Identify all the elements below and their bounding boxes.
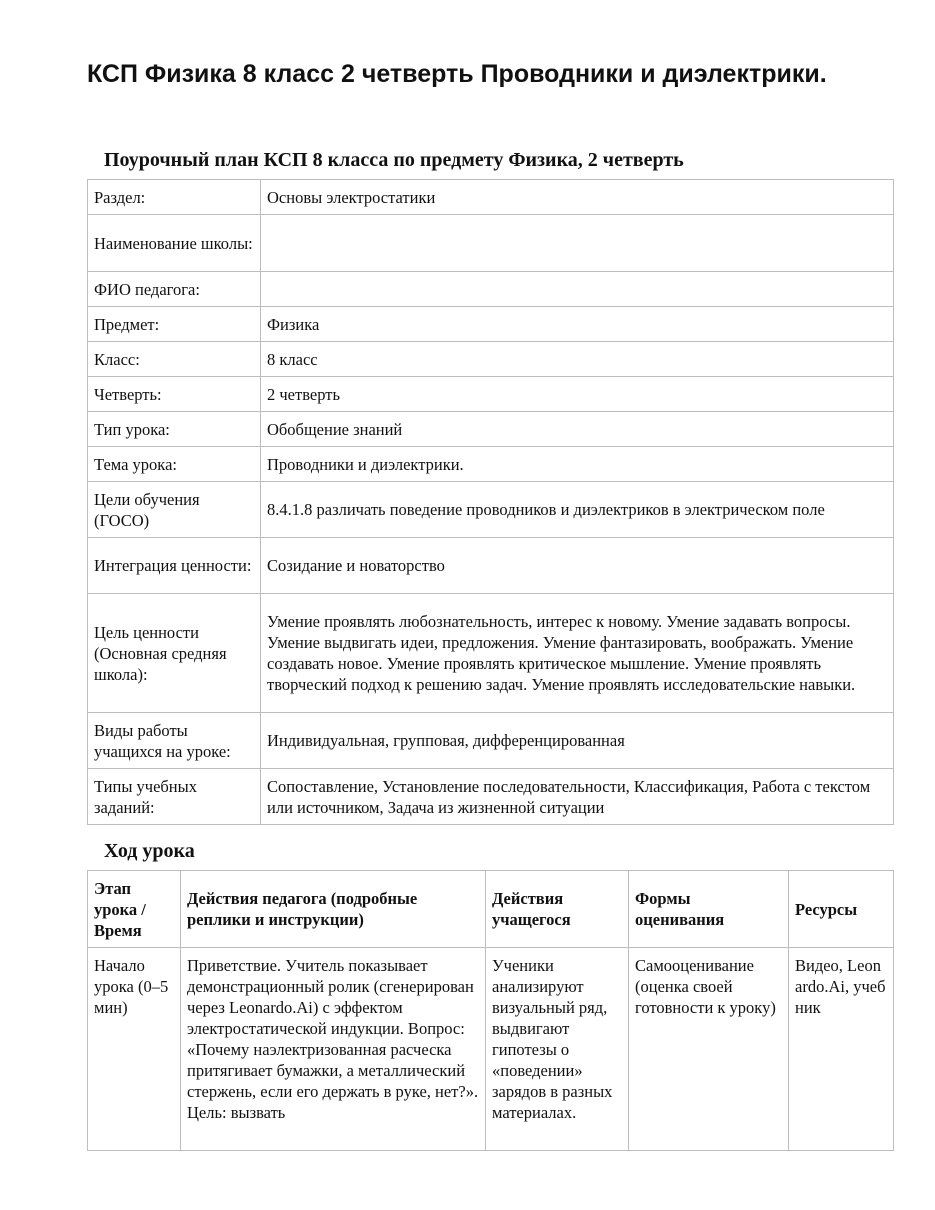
header-resources: Ресурсы [789,871,894,948]
info-label: Тема урока: [88,447,261,482]
info-value: 8 класс [261,342,894,377]
cell-assessment: Самооценивание (оценка своей готовности к уроку) [629,948,789,1151]
table-row [88,948,894,1151]
info-value: Физика [261,307,894,342]
info-value: Индивидуальная, групповая, дифференцированная [261,713,894,769]
info-label: Наименование школы: [88,215,261,272]
info-row-school [88,215,894,272]
info-value: 8.4.1.8 различать поведение проводников и диэлектриков в электрическом поле [261,482,894,538]
info-row-teacher [88,272,894,307]
info-row-value-goal [88,594,894,713]
lesson-info-table [87,179,894,825]
info-label: Четверть: [88,377,261,412]
info-value: Основы электростатики [261,180,894,215]
info-value: Созидание и новаторство [261,538,894,594]
cell-teacher-actions: Приветствие. Учитель показывает демонстрационный ролик (сгенерирован через Leonardo.Ai) с эффектом электростатической индукции. Вопрос: «Почему наэлектризованная расческа притягивает бумажки, а металлический стержень, если его держать в руке, нет?». Цель: вызвать [181,948,486,1151]
info-row-section [88,180,894,215]
info-value: Умение проявлять любознательность, интерес к новому. Умение задавать вопросы. Умение выдвигать идеи, предложения. Умение фантазировать, воображать. Умение создавать новое. Умение проявлять критическое мышление. Умение проявлять творческий подход к решению задач. Умение проявлять исследовательские навыки. [261,594,894,713]
lesson-flow-table [87,870,894,1151]
info-label: Типы учебных заданий: [88,769,261,825]
info-label: Класс: [88,342,261,377]
header-stage: Этап урока / Время [88,871,181,948]
header-teacher-actions: Действия педагога (подробные реплики и инструкции) [181,871,486,948]
document-title: КСП Физика 8 класс 2 четверть Проводники и диэлектрики. [87,60,827,88]
lesson-heading: Ход урока [104,840,195,862]
info-label: Цель ценности (Основная средняя школа): [88,594,261,713]
info-label: Тип урока: [88,412,261,447]
cell-student-actions: Ученики анализируют визуальный ряд, выдвигают гипотезы о «поведении» зарядов в разных материалах. [486,948,629,1151]
info-row-subject [88,307,894,342]
info-row-lesson-topic [88,447,894,482]
info-value: Проводники и диэлектрики. [261,447,894,482]
cell-stage: Начало урока (0–5 мин) [88,948,181,1151]
info-value [261,215,894,272]
header-student-actions: Действия учащегося [486,871,629,948]
info-row-learning-goals [88,482,894,538]
header-assessment: Формы оценивания [629,871,789,948]
info-row-lesson-type [88,412,894,447]
info-row-work-types [88,713,894,769]
info-row-quarter [88,377,894,412]
lesson-header-row [88,871,894,948]
info-label: Раздел: [88,180,261,215]
plan-heading: Поурочный план КСП 8 класса по предмету Физика, 2 четверть [104,149,684,171]
info-value: Сопоставление, Установление последовательности, Классификация, Работа с текстом или источником, Задача из жизненной ситуации [261,769,894,825]
info-row-value-integration [88,538,894,594]
info-row-grade [88,342,894,377]
info-label: Интеграция ценности: [88,538,261,594]
info-label: Виды работы учащихся на уроке: [88,713,261,769]
info-value: Обобщение знаний [261,412,894,447]
info-value: 2 четверть [261,377,894,412]
info-label: Цели обучения (ГОСО) [88,482,261,538]
info-label: ФИО педагога: [88,272,261,307]
info-value [261,272,894,307]
info-label: Предмет: [88,307,261,342]
info-row-task-types [88,769,894,825]
cell-resources: Видео, Leonardo.Ai, учебник [789,948,894,1151]
